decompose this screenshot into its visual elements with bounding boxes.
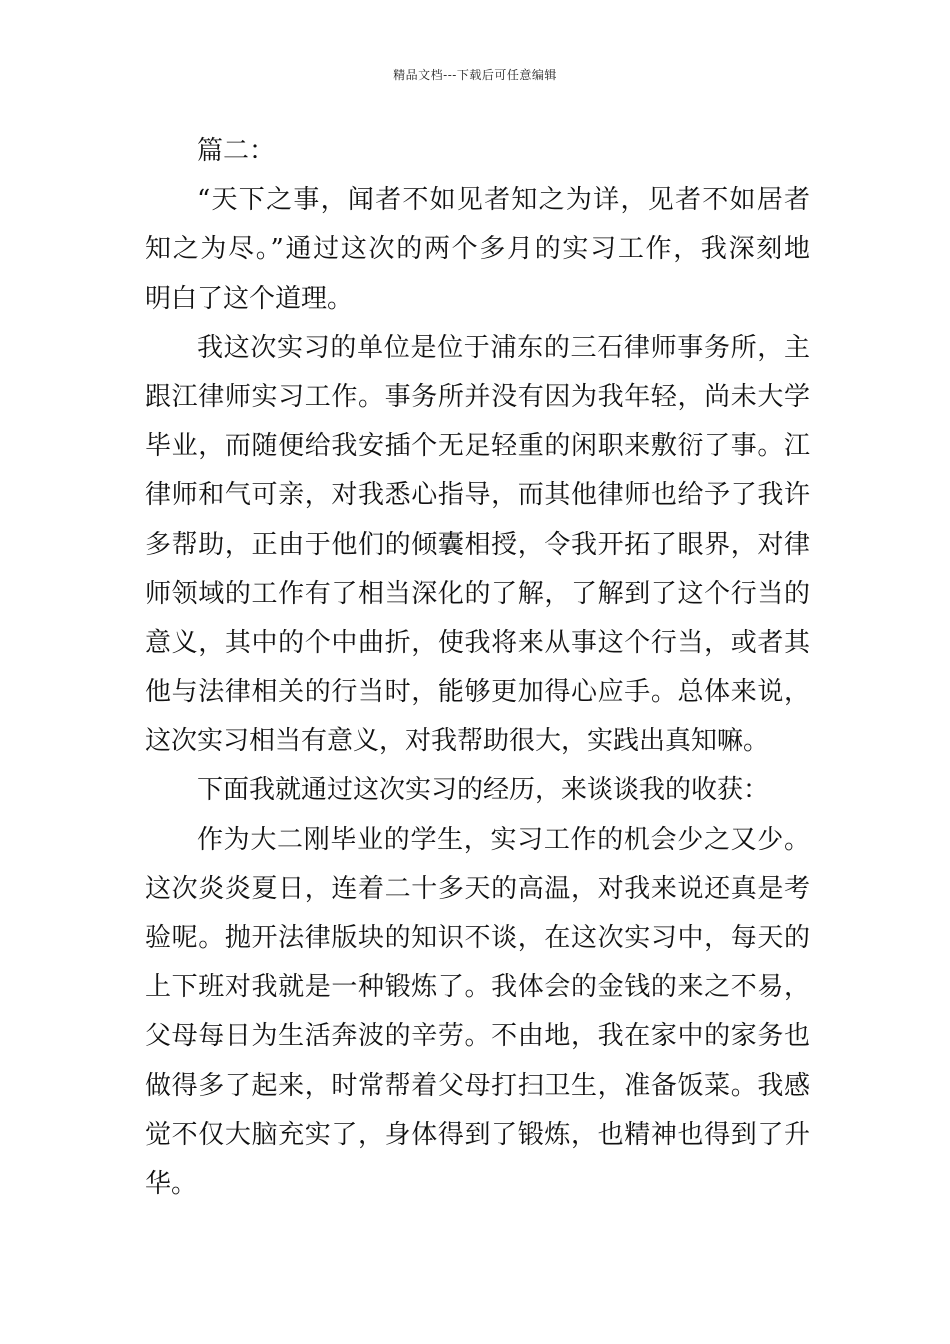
text-line: 做得多了起来，时常帮着父母打扫卫生，准备饭菜。我感	[145, 1070, 810, 1101]
document-body	[145, 127, 810, 1209]
text-line: 父母每日为生活奔波的辛劳。不由地，我在家中的家务也	[145, 1021, 810, 1052]
text-line: “天下之事，闻者不如见者知之为详，见者不如居者	[197, 185, 810, 216]
page-header: 精品文档---下载后可任意编辑	[393, 68, 557, 82]
text-line: 明白了这个道理。	[145, 283, 354, 314]
text-line: 觉不仅大脑充实了，身体得到了锻炼，也精神也得到了升	[145, 1119, 810, 1150]
text-line: 毕业，而随便给我安插个无足轻重的闲职来敷衍了事。江	[145, 431, 810, 462]
text-line: 意义，其中的个中曲折，使我将来从事这个行当，或者其	[145, 627, 810, 658]
text-line: 跟江律师实习工作。事务所并没有因为我年轻，尚未大学	[145, 381, 810, 412]
text-line: 上下班对我就是一种锻炼了。我体会的金钱的来之不易，	[145, 972, 810, 1003]
text-line: 知之为尽。”通过这次的两个多月的实习工作，我深刻地	[145, 234, 810, 265]
text-line: 律师和气可亲，对我悉心指导，而其他律师也给予了我许	[145, 480, 810, 511]
text-line: 师领域的工作有了相当深化的了解，了解到了这个行当的	[145, 578, 810, 609]
text-line: 这次炎炎夏日，连着二十多天的高温，对我来说还真是考	[145, 873, 810, 904]
text-line: 华。	[145, 1168, 198, 1199]
text-line: 作为大二刚毕业的学生，实习工作的机会少之又少。	[197, 824, 810, 855]
text-line: 他与法律相关的行当时，能够更加得心应手。总体来说，	[145, 677, 810, 708]
text-line: 验呢。抛开法律版块的知识不谈，在这次实习中，每天的	[145, 923, 810, 953]
text-line: 这次实习相当有意义，对我帮助很大，实践出真知嘛。	[145, 726, 770, 757]
text-line: 下面我就通过这次实习的经历，来谈谈我的收获：	[197, 775, 770, 806]
text-line: 多帮助，正由于他们的倾囊相授，令我开拓了眼界，对律	[145, 529, 810, 560]
section-heading: 篇二：	[197, 136, 276, 166]
text-line: 我这次实习的单位是位于浦东的三石律师事务所，主	[197, 332, 810, 363]
